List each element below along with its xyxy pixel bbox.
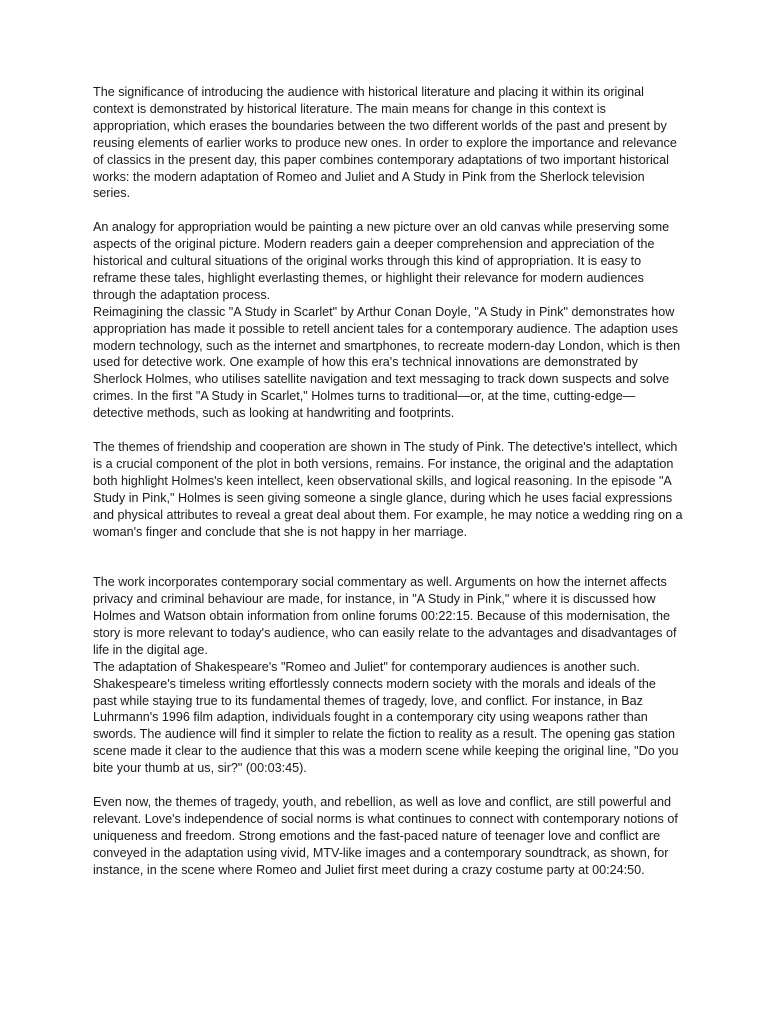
paragraph-appropriation-analogy: An analogy for appropriation would be painting a new picture over an old canvas while preserving some aspects of the original picture. Modern readers gain a deeper comprehension and appreciation of the historical and cultural situations of the original works through this kind of appropriation. It is easy to reframe these tales, highlight everlasting themes, or highlight their relevance for modern audiences through the adaptation process. — [93, 220, 670, 302]
paragraph-tragedy-youth: Even now, the themes of tragedy, youth, and rebellion, as well as love and conflict, are still powerful and relevant. Love's independence of social norms is what continues to connect with contemporary notions of uniqueness and freedom. Strong emotions and the fast-paced nature of teenager love and conflict are conveyed in the adaptation using vivid, MTV-like images and a contemporary soundtrack, as shown, for instance, in the scene where Romeo and Juliet first meet during a crazy costume party at 00:24:50. — [93, 795, 678, 877]
paragraph-study-in-pink: Reimagining the classic "A Study in Scarlet" by Arthur Conan Doyle, "A Study in Pink" demonstrates how appropriation has made it possible to retell ancient tales for a contemporary audience. The adaption uses modern technology, such as the internet and smartphones, to recreate modern-day London, which is then used for detective work. One example of how this era's technical innovations are demonstrated by Sherlock Holmes, who utilises satellite navigation and text messaging to track down suspects and solve crimes. In the first "A Study in Scarlet," Holmes turns to traditional—or, at the time, cutting-edge—detective methods, such as looking at handwriting and footprints. — [93, 304, 681, 421]
paragraph-social-commentary: The work incorporates contemporary social commentary as well. Arguments on how the internet affects privacy and criminal behaviour are made, for instance, in "A Study in Pink," where it is discussed how Holmes and Watson obtain information from online forums 00:22:15. Because of this modernisation, the story is more relevant to today's audience, who can easily relate to the advantages and disadvantages of life in the digital age. — [93, 575, 677, 657]
paragraph-friendship-themes: The themes of friendship and cooperation are shown in The study of Pink. The detective's intellect, which is a crucial component of the plot in both versions, remains. For instance, the original and the adaptation both highlight Holmes's keen intellect, keen observational skills, and logical reasoning. In the episode "A Study in Pink," Holmes is seen giving someone a single glance, during which he uses facial expressions and physical attributes to reveal a great deal about them. For example, he may notice a wedding ring on a woman's finger and conclude that she is not happy in her marriage. — [93, 440, 683, 539]
document-body — [93, 84, 683, 879]
paragraph-intro: The significance of introducing the audience with historical literature and placing it within its original context is demonstrated by historical literature. The main means for change in this context is appropriation, which erases the boundaries between the two different worlds of the past and present by reusing elements of earlier works to produce new ones. In order to explore the importance and relevance of classics in the present day, this paper combines contemporary adaptations of two important historical works: the modern adaptation of Romeo and Juliet and A Study in Pink from the Sherlock television series. — [93, 85, 677, 201]
paragraph-romeo-and-juliet: The adaptation of Shakespeare's "Romeo and Juliet" for contemporary audiences is another such. Shakespeare's timeless writing effortlessly connects modern society with the morals and ideals of the past while staying true to its fundamental themes of tragedy, love, and conflict. For instance, in Baz Luhrmann's 1996 film adaption, individuals fought in a contemporary city using weapons rather than swords. The audience will find it simpler to relate the fiction to reality as a result. The opening gas station scene made it clear to the audience that this was a modern scene while keeping the original line, "Do you bite your thumb at us, sir?" (00:03:45). — [93, 659, 679, 776]
